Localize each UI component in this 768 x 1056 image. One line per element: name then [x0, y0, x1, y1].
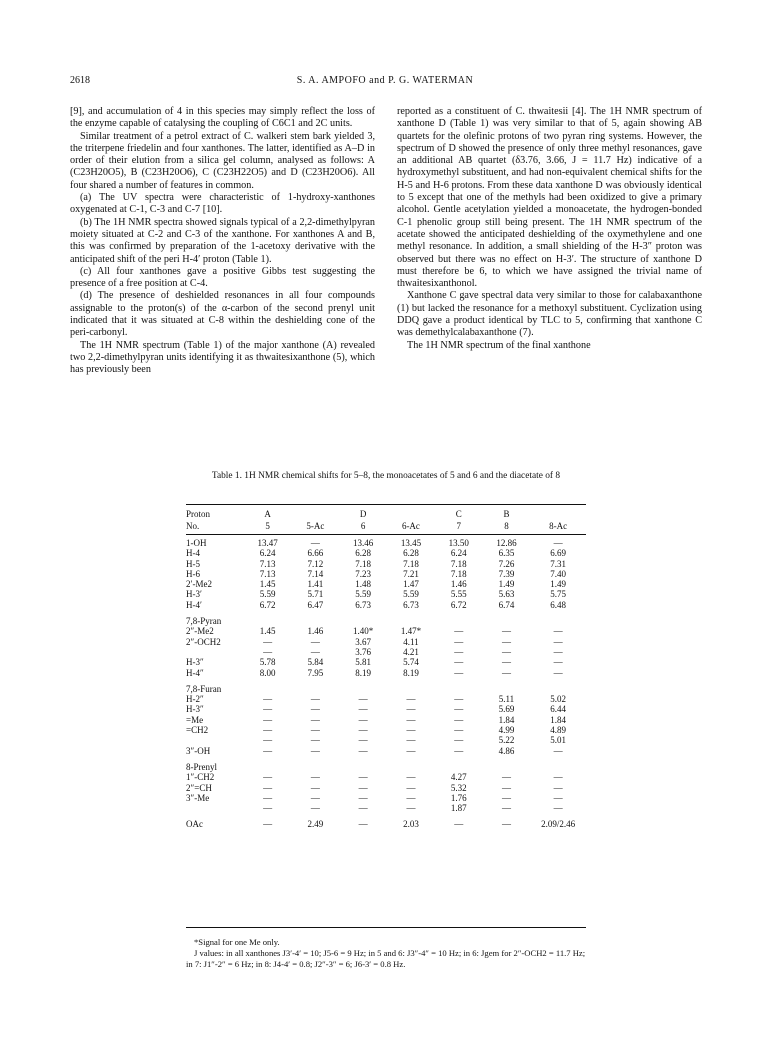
table-cell: —	[406, 735, 416, 746]
row-label: H-3′	[186, 589, 202, 600]
table-cell: 1.84	[498, 714, 515, 725]
table-cell: —	[553, 772, 563, 783]
table-cell: —	[358, 714, 368, 725]
table-cell: —	[310, 803, 320, 814]
table-cell: —	[310, 704, 320, 715]
table-cell: 5	[265, 521, 270, 531]
row-label: H-6	[186, 568, 200, 579]
table-cell: —	[406, 772, 416, 783]
table-cell: —	[263, 636, 273, 647]
row-label: 3″-Me	[186, 792, 210, 803]
table-cell	[292, 684, 340, 694]
table-cell: —	[406, 725, 416, 736]
table-row	[186, 772, 586, 782]
table-cell: —	[358, 792, 368, 803]
table-cell: 5.78	[259, 657, 276, 668]
table-cell: 7.18	[403, 558, 419, 569]
table-cell: —	[454, 694, 464, 705]
table-cell: 7.31	[550, 558, 567, 569]
table-cell: —	[454, 735, 464, 746]
row-label: 7,8-Pyran	[186, 616, 222, 627]
table-cell: 6.72	[259, 599, 276, 610]
table-cell: —	[553, 636, 563, 647]
row-label: 2″-OCH2	[186, 636, 221, 647]
row-label: 1″-CH2	[186, 772, 215, 783]
table-cell: 6.44	[550, 704, 567, 715]
table-cell: 1.46	[307, 626, 324, 637]
row-label	[186, 803, 244, 813]
table-cell: —	[263, 714, 273, 725]
table-cell	[435, 616, 483, 626]
table-cell: —	[358, 782, 368, 793]
table-cell: B	[503, 509, 510, 519]
table-cell: 5.74	[403, 657, 419, 668]
table-cell: 2.09/2.46	[541, 819, 576, 830]
table-cell: 4.27	[450, 772, 467, 783]
table-cell: 1.76	[450, 792, 467, 803]
table-cell: —	[358, 819, 368, 830]
row-label: 2′-Me2	[186, 579, 212, 590]
table-cell: —	[310, 725, 320, 736]
table-cell: 6.73	[403, 599, 419, 610]
table-cell: 6.28	[355, 548, 372, 559]
table-cell: —	[501, 803, 511, 814]
table-cell: —	[553, 646, 563, 657]
table-cell: —	[310, 538, 320, 548]
row-label: 2″-Me2	[186, 626, 214, 637]
table-cell: —	[454, 626, 464, 637]
table-cell: 13.46	[353, 538, 374, 548]
table-cell: —	[358, 772, 368, 783]
table-cell: C	[455, 509, 462, 519]
table-cell	[387, 616, 435, 626]
table-cell: —	[310, 745, 320, 756]
table-cell: 1.47	[403, 579, 419, 590]
page-number: 2618	[70, 75, 90, 86]
table-cell: —	[406, 745, 416, 756]
table-cell: 7.13	[259, 568, 276, 579]
table-cell: —	[454, 745, 464, 756]
table-cell	[530, 684, 586, 694]
table-cell: —	[263, 694, 273, 705]
table-cell: 6.47	[307, 599, 324, 610]
table-cell: 5.11	[498, 694, 515, 705]
table-cell: —	[310, 792, 320, 803]
table-cell: 5.71	[307, 589, 324, 600]
table-cell: 5.59	[259, 589, 276, 600]
table-cell: —	[263, 803, 273, 814]
table-cell: 4.99	[498, 725, 515, 736]
left-text-column	[70, 106, 375, 377]
table-cell: 7.23	[355, 568, 372, 579]
table-cell	[292, 508, 340, 520]
table-cell: 5.63	[498, 589, 515, 600]
table-cell: —	[553, 745, 563, 756]
table-cell: 5.02	[550, 694, 567, 705]
table-cell: —	[454, 819, 464, 830]
footnote: J values: in all xanthones J3′-4′ = 10; J5-6 = 9 Hz; in 5 and 6: J3″-4″ = 10 Hz; in 6: Jgem for 2″-OCH2 = 11.7 Hz; in 7: J1″-2″ = 6 Hz; in 8: J4-4′ = 0.8; J2″-3″ = 6; J6-3′ = 0.8 Hz.	[186, 948, 586, 969]
row-label: H-4	[186, 548, 200, 559]
table-cell	[530, 508, 586, 520]
table-cell: —	[263, 725, 273, 736]
table-cell: —	[454, 657, 464, 668]
table-row	[186, 626, 586, 636]
table-cell: 7.21	[403, 568, 419, 579]
table-cell	[339, 762, 387, 772]
table-cell: —	[263, 772, 273, 783]
table-cell: —	[501, 626, 511, 637]
table-cell: —	[263, 792, 273, 803]
table-cell: 6.74	[498, 599, 515, 610]
table-cell: 1.84	[550, 714, 567, 725]
table-cell: —	[310, 636, 320, 647]
table-cell	[435, 684, 483, 694]
table-cell	[244, 762, 292, 772]
table-cell	[435, 762, 483, 772]
table-row	[186, 668, 586, 678]
table-row	[186, 559, 586, 569]
table-cell: 7.95	[307, 667, 324, 678]
table-cell	[339, 684, 387, 694]
table-cell: 3.67	[355, 636, 372, 647]
table-cell: 6.48	[550, 599, 567, 610]
table-cell: —	[553, 782, 563, 793]
table-cell: —	[406, 694, 416, 705]
table-cell: —	[454, 636, 464, 647]
table-cell: —	[501, 792, 511, 803]
table-cell: 6.24	[450, 548, 467, 559]
table-cell: —	[406, 782, 416, 793]
table-cell: 8	[504, 521, 509, 531]
paragraph: reported as a constituent of C. thwaitesii [4]. The 1H NMR spectrum of xanthone D (Table 1) was very similar to that of 5, again showing AB quartets for the olefinic protons of two pyran ring systems. However, the spectrum of D showed the presence of only three methyl resonances, gave an additional AB quartet (δ3.76, 3.66, J = 11.7 Hz) indicative of a hydroxymethyl substituent, and had non-equivalent chemical shifts for the H-5 and H-6 protons. From these data xanthone D was obviously identical to 5 except that one of the methyls had been oxidized to give a primary alcohol. Gentle acetylation yielded a monoacetate, the hydrogen-bonded C-1 phenolic group still being present. The 1H NMR spectrum of the acetate showed the anticipated deshielding of the oxymethylene and one methyl resonance. In addition, a small shielding of the H-3″ proton was observed but there was no effect on H-3′. The structure of xanthone D must therefore be 6, to which we have assigned the trivial name of thwaitesixanthonol.	[397, 106, 702, 290]
table-row	[186, 600, 586, 610]
table-cell	[530, 616, 586, 626]
table-row	[186, 819, 586, 829]
table-cell: 5.69	[498, 704, 515, 715]
paragraph: (d) The presence of deshielded resonances in all four compounds assignable to the proton(s) of the α-carbon of the second prenyl unit indicated that it was situated at C-8 within the deshielding cone of the peri-carbonyl.	[70, 290, 375, 339]
paragraph: The 1H NMR spectrum (Table 1) of the major xanthone (A) revealed two 2,2-dimethylpyran units identifying it as thwaitesixanthone (5), which has previously been	[70, 339, 375, 376]
table-row	[186, 715, 586, 725]
table-row	[186, 735, 586, 745]
table-cell: 7.14	[307, 568, 324, 579]
table-row	[186, 746, 586, 756]
table-cell	[244, 684, 292, 694]
table-cell: —	[501, 646, 511, 657]
table-cell: —	[553, 626, 563, 637]
table-cell: 5.59	[403, 589, 419, 600]
table-cell: —	[454, 725, 464, 736]
table-cell: —	[501, 819, 511, 830]
table-row	[186, 637, 586, 647]
table-cell	[387, 684, 435, 694]
table-cell: 1.48	[355, 579, 372, 590]
table-cell: —	[310, 782, 320, 793]
row-label	[186, 647, 244, 657]
table-cell: —	[406, 792, 416, 803]
table-cell: —	[358, 803, 368, 814]
row-label	[186, 735, 244, 745]
table-cell	[530, 762, 586, 772]
table-cell: 6.66	[307, 548, 324, 559]
table-cell: —	[310, 735, 320, 746]
table-cell: A	[264, 509, 271, 519]
table-cell: —	[263, 646, 273, 657]
section-row	[186, 684, 586, 694]
table-cell: 7.18	[450, 558, 467, 569]
table-cell: —	[501, 657, 511, 668]
table-cell: 7.13	[259, 558, 276, 569]
row-label: H-4″	[186, 667, 204, 678]
row-label: H-3″	[186, 657, 204, 668]
table-cell: —	[501, 667, 511, 678]
table-cell: 12.86	[496, 538, 517, 548]
table-cell: 1.41	[307, 579, 324, 590]
table-cell: 5.75	[550, 589, 567, 600]
row-label: H-2″	[186, 694, 204, 705]
row-label: 8-Prenyl	[186, 761, 217, 772]
table-cell: —	[263, 735, 273, 746]
table-cell: 8.19	[355, 667, 372, 678]
table-row	[186, 657, 586, 667]
table-cell: 1.40*	[353, 626, 374, 637]
table-cell: —	[310, 694, 320, 705]
table-row	[186, 538, 586, 548]
table-cell: 5.59	[355, 589, 372, 600]
table-cell	[387, 762, 435, 772]
row-label: H-5	[186, 558, 200, 569]
table-cell: 6.69	[550, 548, 567, 559]
table-header-row	[186, 520, 586, 532]
table-cell: —	[358, 704, 368, 715]
table-cell	[387, 508, 435, 520]
page-header	[70, 75, 700, 89]
table-cell: 7.26	[498, 558, 515, 569]
table-cell	[292, 616, 340, 626]
table-cell: —	[501, 636, 511, 647]
table-cell: 5.32	[450, 782, 467, 793]
table-cell: 7.40	[550, 568, 567, 579]
table-cell: 5-Ac	[306, 521, 325, 531]
table-cell: 13.50	[448, 538, 469, 548]
table-cell: 6-Ac	[401, 521, 420, 531]
table-cell: —	[406, 803, 416, 814]
table-cell: 8.00	[259, 667, 276, 678]
row-label: 3″-OH	[186, 745, 211, 756]
table-cell: —	[358, 745, 368, 756]
table-row	[186, 569, 586, 579]
table-cell: —	[310, 772, 320, 783]
table-cell: 1.49	[550, 579, 567, 590]
table-cell: 6.72	[450, 599, 467, 610]
row-label: OAc	[186, 819, 203, 830]
table-row	[186, 783, 586, 793]
table-cell: 7.18	[450, 568, 467, 579]
table-header-row	[186, 508, 586, 520]
table-row	[186, 548, 586, 558]
table-cell: —	[406, 704, 416, 715]
table-row	[186, 725, 586, 735]
table-cell: 13.45	[400, 538, 422, 548]
table-row	[186, 793, 586, 803]
table-cell: —	[358, 725, 368, 736]
table-cell: 5.81	[355, 657, 372, 668]
table-cell: 7.39	[498, 568, 515, 579]
row-label: =CH2	[186, 725, 209, 736]
table-footnotes	[186, 937, 586, 970]
paragraph: The 1H NMR spectrum of the final xanthone	[407, 339, 591, 351]
table-cell: 2.03	[403, 819, 419, 830]
table-bottom-rule	[186, 927, 586, 928]
row-label: 7,8-Furan	[186, 683, 222, 694]
table-cell	[483, 762, 531, 772]
table-cell: —	[406, 714, 416, 725]
footnote: *Signal for one Me only.	[194, 937, 280, 947]
table-cell: —	[263, 704, 273, 715]
table-cell: —	[263, 782, 273, 793]
table-row	[186, 647, 586, 657]
table-cell: —	[454, 667, 464, 678]
table-cell: 1.87	[450, 803, 467, 814]
row-label: 2″=CH	[186, 782, 212, 793]
table-cell: —	[358, 735, 368, 746]
table-cell: —	[310, 714, 320, 725]
table-cell: —	[454, 704, 464, 715]
table-cell: D	[359, 509, 367, 519]
table-cell: 6	[360, 521, 366, 531]
table-cell: —	[263, 819, 273, 830]
paragraph: (c) All four xanthones gave a positive Gibbs test suggesting the presence of a free position at C-4.	[70, 265, 375, 290]
table-cell: 2.49	[307, 819, 324, 830]
row-label: =Me	[186, 714, 204, 725]
table-cell: 1.47*	[400, 626, 422, 637]
table-cell: —	[501, 772, 511, 783]
nmr-shift-table	[186, 508, 586, 830]
table-row	[186, 694, 586, 704]
row-label: H-3″	[186, 704, 204, 715]
table-row	[186, 579, 586, 589]
table-cell: 1.46	[450, 579, 467, 590]
row-label: 1-OH	[186, 538, 207, 548]
right-text-column	[397, 106, 702, 352]
table-cell: 1.49	[498, 579, 515, 590]
table-top-rule	[186, 504, 586, 505]
table-cell: 3.76	[355, 646, 372, 657]
table-cell	[483, 616, 531, 626]
table-cell: 4.21	[403, 646, 419, 657]
table-cell: 6.28	[403, 548, 419, 559]
table-caption: Table 1. 1H NMR chemical shifts for 5–8, the monoacetates of 5 and 6 and the diacetate of 8	[211, 471, 561, 481]
table-cell: 7.12	[307, 558, 324, 569]
table-cell: —	[553, 667, 563, 678]
table-cell: 1.45	[259, 579, 276, 590]
table-cell: —	[454, 646, 464, 657]
table-cell: —	[454, 714, 464, 725]
table-cell: 8-Ac	[549, 521, 568, 531]
table-cell	[339, 616, 387, 626]
table-cell: —	[358, 694, 368, 705]
table-cell: —	[553, 792, 563, 803]
row-label: H-4′	[186, 599, 202, 610]
table-cell: 7	[456, 521, 461, 531]
table-cell: 5.01	[550, 735, 567, 746]
table-cell: —	[553, 657, 563, 668]
row-label: Proton	[186, 509, 211, 519]
table-cell: —	[501, 782, 511, 793]
paragraph: [9], and accumulation of 4 in this species may simply reflect the loss of the enzyme capable of catalysing the coupling of C6C1 and 2C units.	[70, 106, 375, 130]
table-row	[186, 803, 586, 813]
table-cell: 8.19	[403, 667, 419, 678]
table-cell: —	[263, 745, 273, 756]
paragraph: (b) The 1H NMR spectra showed signals typical of a 2,2-dimethylpyran moiety situated at C-2 and C-3 of the xanthone. For xanthones A and B, this was confirmed by preparation of the 1-acetoxy derivative with the anticipated shift of the peri H-4′ proton (Table 1).	[70, 216, 375, 265]
section-row	[186, 762, 586, 772]
table-cell: 6.35	[498, 548, 515, 559]
table-cell: 7.18	[355, 558, 372, 569]
table-cell: —	[553, 803, 563, 814]
table-cell: 5.22	[498, 735, 515, 746]
table-cell: 4.86	[498, 745, 515, 756]
row-label: No.	[186, 521, 200, 531]
table-cell: —	[553, 538, 563, 548]
table-cell: 4.11	[403, 636, 419, 647]
paragraph: Similar treatment of a petrol extract of C. walkeri stem bark yielded 3, the triterpene friedelin and four xanthones. The latter, identified as A–D in order of their elution from a silica gel column, analysed as follows: A (C23H20O5), B (C23H20O6), C (C23H22O5) and D (C23H20O6). All four shared a number of features in common.	[70, 130, 375, 191]
table-cell	[244, 616, 292, 626]
table-cell	[483, 684, 531, 694]
table-cell	[292, 762, 340, 772]
table-row	[186, 704, 586, 714]
table-row	[186, 589, 586, 599]
table-cell: 6.24	[259, 548, 276, 559]
table-cell: —	[310, 646, 320, 657]
table-cell: 5.84	[307, 657, 324, 668]
paragraph: Xanthone C gave spectral data very similar to those for calabaxanthone (1) but lacked the resonance for a methoxyl substituent. Cyclization using DDQ gave a product identical by TLC to 5, confirming that xanthone C was demethylcalabaxanthone (7).	[397, 290, 702, 339]
table-cell: 5.55	[450, 589, 467, 600]
paragraph: (a) The UV spectra were characteristic of 1-hydroxy-xanthones oxygenated at C-1, C-3 and C-7 [10].	[70, 192, 375, 216]
section-row	[186, 616, 586, 626]
table-cell: 13.47	[257, 538, 278, 548]
table-cell: 1.45	[259, 626, 276, 637]
table-cell: 4.89	[550, 725, 567, 736]
table-cell: 6.73	[355, 599, 372, 610]
running-head-authors: S. A. AMPOFO and P. G. WATERMAN	[296, 75, 474, 86]
